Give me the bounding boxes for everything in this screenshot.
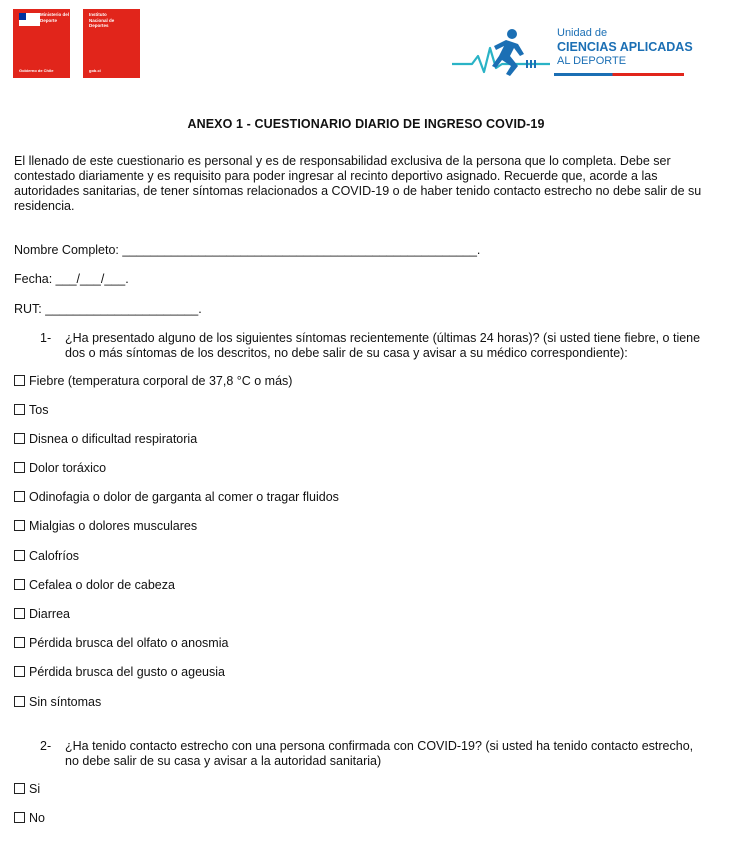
q1-option-label: Calofríos	[29, 549, 80, 563]
q1-option[interactable]	[14, 548, 79, 564]
ministerio-logo	[13, 9, 70, 78]
q2-option-label: Si	[29, 782, 41, 796]
unidad-line3: AL DEPORTE	[557, 55, 627, 67]
question-2-number: 2-	[40, 739, 52, 753]
q1-option-label: Pérdida brusca del gusto o ageusia	[29, 665, 225, 679]
checkbox-icon[interactable]	[14, 433, 25, 444]
unidad-ciencias-logo-text	[557, 26, 693, 68]
checkbox-icon[interactable]	[14, 550, 25, 561]
runner-heartbeat-icon	[450, 26, 552, 78]
ministerio-logo-sub: Gobierno de Chile	[19, 68, 54, 73]
q2-option[interactable]	[14, 810, 45, 826]
checkbox-icon[interactable]	[14, 812, 25, 823]
q1-option[interactable]	[14, 373, 292, 389]
question-1-number: 1-	[40, 331, 52, 345]
q1-option[interactable]	[14, 635, 228, 651]
q1-option-label: Tos	[29, 403, 49, 417]
q1-option[interactable]	[14, 431, 197, 447]
q1-option-label: Mialgias o dolores musculares	[29, 519, 198, 533]
nombre-field[interactable]: Nombre Completo: ___________________________________________________.	[14, 243, 481, 257]
q1-option[interactable]	[14, 606, 70, 622]
question-1-text: ¿Ha presentado alguno de los siguientes síntomas recientemente (últimas 24 horas)? (si usted tiene fiebre, o tiene dos o más síntomas de los descritos, no debe salir de su casa y avisar a su médico correspondiente):	[65, 331, 701, 360]
q1-option[interactable]	[14, 402, 48, 418]
q1-option[interactable]	[14, 664, 225, 680]
instituto-logo	[83, 9, 140, 78]
question-2-text: ¿Ha tenido contacto estrecho con una persona confirmada con COVID-19? (si usted ha tenido contacto estrecho, no debe salir de su casa y avisar a la autoridad sanitaria)	[65, 739, 694, 768]
checkbox-icon[interactable]	[14, 579, 25, 590]
q1-option[interactable]	[14, 518, 197, 534]
rut-field[interactable]: RUT: ______________________.	[14, 302, 202, 316]
intro-paragraph: El llenado de este cuestionario es personal y es de responsabilidad exclusiva de la persona que lo completa. Debe ser contestado diariamente y es requisito para poder ingresar al recinto deportivo asignado. Recuerde que, acorde a las autoridades sanitarias, de tener síntomas relacionados a COVID-19 o de haber tenido contacto estrecho no debe salir de su residencia.	[14, 154, 702, 213]
unidad-line2: CIENCIAS APLICADAS	[557, 40, 693, 54]
q1-option[interactable]	[14, 577, 175, 593]
q1-option-label: Sin síntomas	[29, 695, 102, 709]
checkbox-icon[interactable]	[14, 404, 25, 415]
checkbox-icon[interactable]	[14, 491, 25, 502]
checkbox-icon[interactable]	[14, 666, 25, 677]
q1-option-label: Dolor toráxico	[29, 461, 107, 475]
q1-option[interactable]	[14, 694, 101, 710]
checkbox-icon[interactable]	[14, 783, 25, 794]
checkbox-icon[interactable]	[14, 608, 25, 619]
checkbox-icon[interactable]	[14, 520, 25, 531]
flag-icon	[19, 13, 26, 20]
q1-option-label: Pérdida brusca del olfato o anosmia	[29, 636, 229, 650]
checkbox-icon[interactable]	[14, 462, 25, 473]
q1-option-label: Fiebre (temperatura corporal de 37,8 °C o más)	[29, 374, 293, 388]
instituto-logo-sub: gob.cl	[89, 68, 101, 73]
document-title: ANEXO 1 - CUESTIONARIO DIARIO DE INGRESO COVID-19	[187, 117, 545, 131]
unidad-line1: Unidad de	[557, 27, 608, 39]
instituto-logo-name: Instituto Nacional de Deportes	[89, 12, 115, 28]
checkbox-icon[interactable]	[14, 375, 25, 386]
fecha-field[interactable]: Fecha: ___/___/___.	[14, 272, 129, 286]
q2-option[interactable]	[14, 781, 40, 797]
checkbox-icon[interactable]	[14, 696, 25, 707]
ministerio-logo-name: Ministerio del Deporte	[40, 12, 70, 23]
q1-option[interactable]	[14, 489, 339, 505]
q1-option-label: Diarrea	[29, 607, 70, 621]
q1-option[interactable]	[14, 460, 106, 476]
q1-option-label: Disnea o dificultad respiratoria	[29, 432, 198, 446]
unidad-underline	[554, 73, 684, 76]
q1-option-label: Cefalea o dolor de cabeza	[29, 578, 175, 592]
q1-option-label: Odinofagia o dolor de garganta al comer o tragar fluidos	[29, 490, 339, 504]
q2-option-label: No	[29, 811, 45, 825]
checkbox-icon[interactable]	[14, 637, 25, 648]
